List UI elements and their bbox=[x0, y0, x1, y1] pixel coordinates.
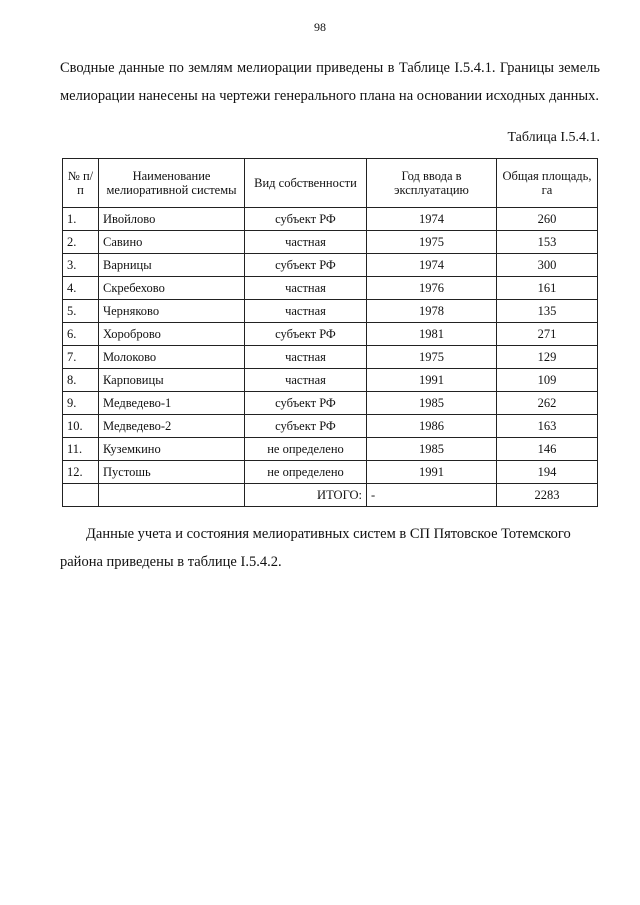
total-label: ИТОГО: bbox=[245, 484, 367, 507]
row-year: 1975 bbox=[367, 231, 497, 254]
row-year: 1978 bbox=[367, 300, 497, 323]
row-area: 260 bbox=[497, 208, 598, 231]
row-num: 10. bbox=[63, 415, 99, 438]
header-name: Наименование мелиоративной системы bbox=[99, 159, 245, 208]
row-num: 8. bbox=[63, 369, 99, 392]
row-year: 1975 bbox=[367, 346, 497, 369]
header-year: Год ввода в эксплуатацию bbox=[367, 159, 497, 208]
row-area: 129 bbox=[497, 346, 598, 369]
row-area: 153 bbox=[497, 231, 598, 254]
table-row bbox=[63, 254, 598, 277]
row-num: 11. bbox=[63, 438, 99, 461]
row-area: 262 bbox=[497, 392, 598, 415]
table-row bbox=[63, 438, 598, 461]
melioration-table bbox=[62, 158, 598, 507]
row-name: Скребехово bbox=[99, 277, 245, 300]
page-number: 98 bbox=[314, 20, 326, 34]
row-ownership: частная bbox=[245, 231, 367, 254]
table-row bbox=[63, 300, 598, 323]
row-ownership: субъект РФ bbox=[245, 208, 367, 231]
row-year: 1991 bbox=[367, 461, 497, 484]
row-ownership: субъект РФ bbox=[245, 415, 367, 438]
row-year: 1991 bbox=[367, 369, 497, 392]
row-num: 5. bbox=[63, 300, 99, 323]
row-ownership: частная bbox=[245, 277, 367, 300]
total-empty-cell bbox=[63, 484, 99, 507]
row-ownership: частная bbox=[245, 346, 367, 369]
row-year: 1985 bbox=[367, 438, 497, 461]
table-row bbox=[63, 369, 598, 392]
row-name: Ивойлово bbox=[99, 208, 245, 231]
intro-paragraph: Сводные данные по землям мелиорации приведены в Таблице I.5.4.1. Границы земель мелиорации нанесены на чертежи генерального плана на основании исходных данных. bbox=[60, 60, 600, 104]
row-name: Медведево-1 bbox=[99, 392, 245, 415]
table-row bbox=[63, 461, 598, 484]
header-area: Общая площадь, га bbox=[497, 159, 598, 208]
row-num: 4. bbox=[63, 277, 99, 300]
row-name: Черняково bbox=[99, 300, 245, 323]
table-row bbox=[63, 415, 598, 438]
row-name: Медведево-2 bbox=[99, 415, 245, 438]
row-year: 1981 bbox=[367, 323, 497, 346]
row-year: 1976 bbox=[367, 277, 497, 300]
row-area: 300 bbox=[497, 254, 598, 277]
row-ownership: частная bbox=[245, 369, 367, 392]
row-name: Хороброво bbox=[99, 323, 245, 346]
table-caption: Таблица I.5.4.1. bbox=[507, 130, 600, 145]
row-ownership: субъект РФ bbox=[245, 323, 367, 346]
table-row bbox=[63, 392, 598, 415]
row-name: Карповицы bbox=[99, 369, 245, 392]
row-name: Варницы bbox=[99, 254, 245, 277]
row-ownership: частная bbox=[245, 300, 367, 323]
row-year: 1985 bbox=[367, 392, 497, 415]
header-num: № п/п bbox=[63, 159, 99, 208]
closing-paragraph: Данные учета и состояния мелиоративных систем в СП Пятовское Тотемского района приведены в таблице I.5.4.2. bbox=[60, 526, 571, 570]
total-area: 2283 bbox=[497, 484, 598, 507]
row-ownership: субъект РФ bbox=[245, 392, 367, 415]
row-year: 1986 bbox=[367, 415, 497, 438]
table-row bbox=[63, 231, 598, 254]
row-area: 194 bbox=[497, 461, 598, 484]
row-area: 146 bbox=[497, 438, 598, 461]
row-num: 1. bbox=[63, 208, 99, 231]
row-name: Молоково bbox=[99, 346, 245, 369]
row-ownership: не определено bbox=[245, 438, 367, 461]
row-area: 109 bbox=[497, 369, 598, 392]
total-year: - bbox=[367, 484, 497, 507]
row-name: Куземкино bbox=[99, 438, 245, 461]
table-row bbox=[63, 323, 598, 346]
row-area: 271 bbox=[497, 323, 598, 346]
row-year: 1974 bbox=[367, 254, 497, 277]
table-row bbox=[63, 346, 598, 369]
row-num: 6. bbox=[63, 323, 99, 346]
row-area: 161 bbox=[497, 277, 598, 300]
row-name: Савино bbox=[99, 231, 245, 254]
row-year: 1974 bbox=[367, 208, 497, 231]
row-num: 9. bbox=[63, 392, 99, 415]
row-area: 135 bbox=[497, 300, 598, 323]
table-total-row bbox=[63, 484, 598, 507]
table-header-row bbox=[63, 159, 598, 208]
row-ownership: не определено bbox=[245, 461, 367, 484]
table-row bbox=[63, 208, 598, 231]
row-ownership: субъект РФ bbox=[245, 254, 367, 277]
row-area: 163 bbox=[497, 415, 598, 438]
row-name: Пустошь bbox=[99, 461, 245, 484]
row-num: 2. bbox=[63, 231, 99, 254]
total-empty-cell bbox=[99, 484, 245, 507]
header-ownership: Вид собственности bbox=[245, 159, 367, 208]
table-row bbox=[63, 277, 598, 300]
row-num: 12. bbox=[63, 461, 99, 484]
row-num: 7. bbox=[63, 346, 99, 369]
row-num: 3. bbox=[63, 254, 99, 277]
